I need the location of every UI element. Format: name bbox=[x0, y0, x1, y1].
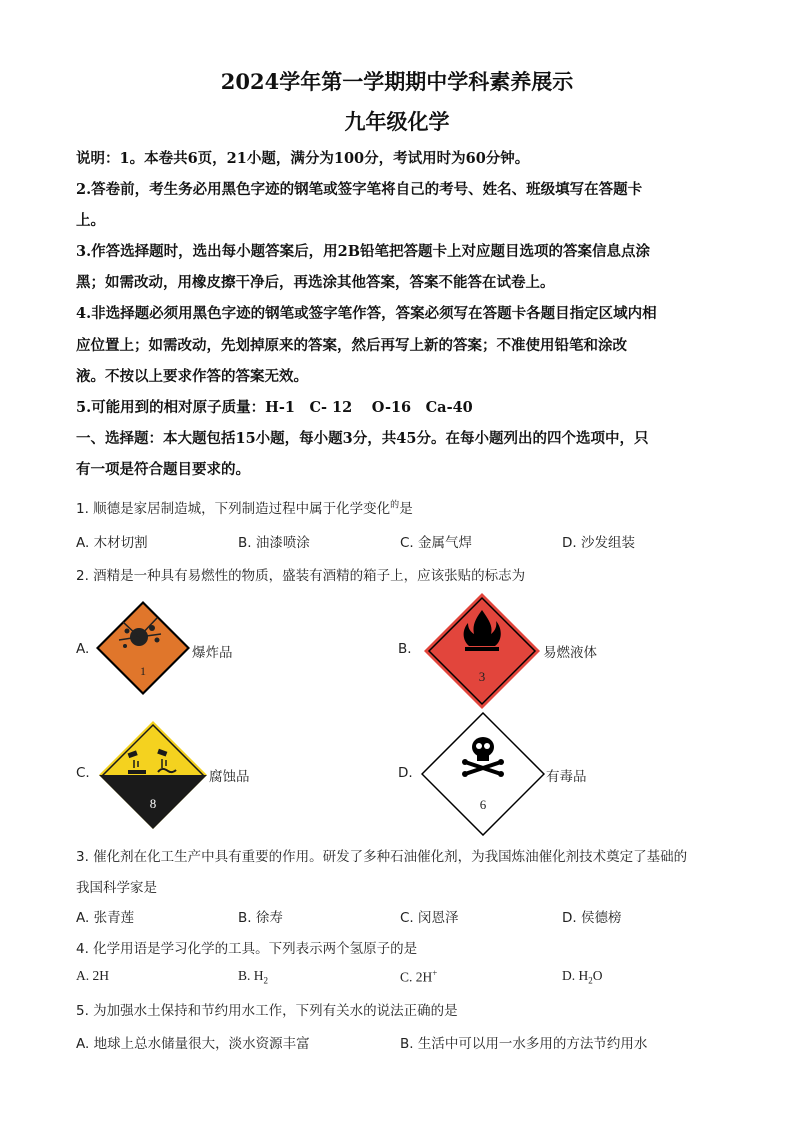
question-3-stem: 3. 催化剂在化工生产中具有重要的作用。研发了多种石油催化剂，为我国炼油催化剂技术奠定了基础的 bbox=[76, 849, 688, 865]
question-5-stem: 5. 为加强水土保持和节约用水工作，下列有关水的说法正确的是 bbox=[76, 1003, 458, 1019]
q4-option-a[interactable]: A. 2H bbox=[76, 968, 109, 983]
toxic-skull-icon[interactable] bbox=[421, 712, 545, 836]
q3-option-d[interactable]: D. 侯德榜 bbox=[562, 910, 622, 926]
explosive-hazard-icon[interactable] bbox=[95, 600, 191, 696]
q4-option-b[interactable]: B. $H_2$ bbox=[238, 968, 269, 986]
corrosive-hazard-icon[interactable] bbox=[98, 720, 208, 830]
q1-option-b[interactable]: B. 油漆喷涂 bbox=[238, 535, 310, 551]
hazard-class-number: 3 bbox=[478, 669, 486, 684]
instruction-line: 2.答卷前，考生务必用黑色字迹的钢笔或签字笔将自己的考号、姓名、班级填写在答题卡 bbox=[76, 181, 643, 198]
section-heading: 有一项是符合题目要求的。 bbox=[76, 461, 250, 478]
hazard-class-number: 6 bbox=[479, 797, 487, 812]
q2-option-a-label: 爆炸品 bbox=[192, 645, 233, 661]
question-4-stem: 4. 化学用语是学习化学的工具。下列表示两个氢原子的是 bbox=[76, 941, 418, 957]
question-2-stem: 2. 酒精是一种具有易燃性的物质，盛装有酒精的箱子上，应该张贴的标志为 bbox=[76, 568, 526, 584]
q2-option-d-label: 有毒品 bbox=[546, 769, 587, 785]
q4-option-d[interactable]: D. $H_2O$ bbox=[562, 968, 603, 986]
exam-title: 2024学年第一学期期中学科素养展示 bbox=[220, 69, 574, 94]
instruction-line: 黑；如需改动，用橡皮擦干净后，再选涂其他答案，答案不能答在试卷上。 bbox=[76, 274, 555, 291]
instruction-line: 5.可能用到的相对原子质量：H-1 C- 12 O-16 Ca-40 bbox=[76, 399, 473, 416]
q5-option-a[interactable]: A. 地球上总水储量很大，淡水资源丰富 bbox=[76, 1036, 310, 1052]
question-3-stem: 我国科学家是 bbox=[76, 880, 157, 896]
instruction-line: 3.作答选择题时，选出每小题答案后，用2B铅笔把答题卡上对应题目选项的答案信息点涂 bbox=[76, 243, 650, 260]
section-heading: 一、选择题：本大题包括15小题，每小题3分，共45分。在每小题列出的四个选项中，只 bbox=[76, 430, 649, 447]
q2-option-a-letter[interactable]: A. bbox=[76, 641, 90, 657]
q1-option-c[interactable]: C. 金属气焊 bbox=[400, 535, 473, 551]
instruction-line: 说明：1。本卷共6页，21小题，满分为100分，考试用时为60分钟。 bbox=[76, 150, 530, 167]
q3-option-b[interactable]: B. 徐寿 bbox=[238, 910, 283, 926]
instruction-line: 液。不按以上要求作答的答案无效。 bbox=[76, 368, 308, 385]
q2-option-b-label: 易燃液体 bbox=[543, 645, 597, 661]
q4-option-c[interactable]: C. 2H+ bbox=[400, 968, 438, 985]
hazard-class-number: 8 bbox=[149, 796, 157, 811]
question-1-stem: 1. 顺德是家居制造城，下列制造过程中属于化学变化$^的$是 bbox=[76, 500, 413, 517]
hazard-class-number: 1 bbox=[140, 664, 146, 678]
q3-option-c[interactable]: C. 闵恩泽 bbox=[400, 910, 459, 926]
q1-option-d[interactable]: D. 沙发组装 bbox=[562, 535, 635, 551]
q2-option-d-letter[interactable]: D. bbox=[398, 765, 413, 781]
q2-option-c-label: 腐蚀品 bbox=[209, 769, 250, 785]
q2-option-b-letter[interactable]: B. bbox=[398, 641, 412, 657]
q5-option-b[interactable]: B. 生活中可以用一水多用的方法节约用水 bbox=[400, 1036, 648, 1052]
q3-option-a[interactable]: A. 张青莲 bbox=[76, 910, 135, 926]
q1-option-a[interactable]: A. 木材切割 bbox=[76, 535, 148, 551]
instruction-line: 上。 bbox=[76, 212, 105, 229]
instruction-line: 应位置上；如需改动，先划掉原来的答案，然后再写上新的答案；不准使用铅笔和涂改 bbox=[76, 337, 627, 354]
exam-subject: 九年级化学 bbox=[344, 109, 450, 134]
instruction-line: 4.非选择题必须用黑色字迹的钢笔或签字笔作答，答案必须写在答题卡各题目指定区域内相 bbox=[76, 305, 657, 322]
flammable-liquid-icon[interactable] bbox=[423, 592, 541, 710]
q2-option-c-letter[interactable]: C. bbox=[76, 765, 90, 781]
